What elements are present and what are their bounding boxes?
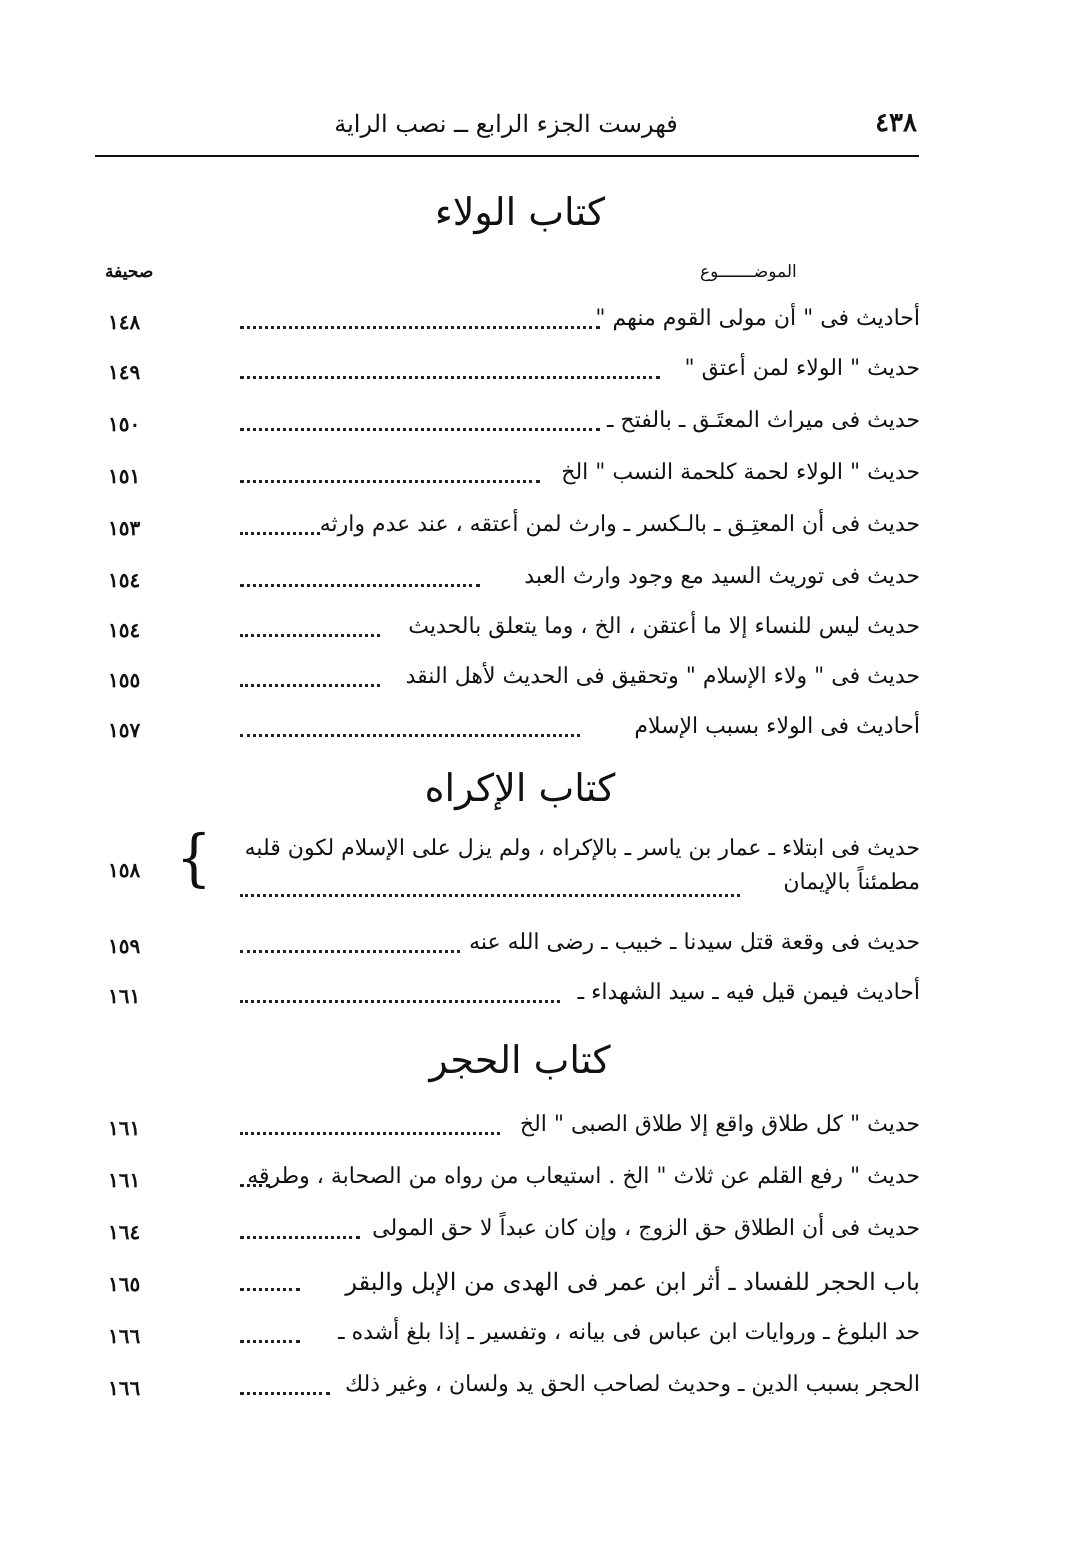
toc-entry <box>100 930 920 974</box>
entry-text: حديث ليس للنساء إلا ما أعتقن ، الخ ، وما يتعلق بالحديث <box>408 614 920 639</box>
entry-page: ١٥٤ <box>108 568 141 592</box>
dot-leader <box>240 376 660 379</box>
grouping-brace: { <box>176 822 212 895</box>
dot-leader <box>240 1392 330 1395</box>
topic-column-header: الموضـــــــوع <box>700 262 797 282</box>
dot-leader <box>240 1132 500 1135</box>
page-number: ٤٣٨ <box>875 108 917 138</box>
entry-text: حديث فى أن المعتِـق ـ بالـكسر ـ وارث لمن أعتقه ، عند عدم وارثه <box>319 512 920 537</box>
entry-page: ١٦١ <box>108 984 141 1008</box>
entry-text: حديث فى ميراث المعتَـق ـ بالفتح ـ <box>606 408 920 433</box>
entry-page: ١٤٩ <box>108 360 141 384</box>
entry-text: حديث " الولاء لحمة كلحمة النسب " الخ <box>561 460 920 485</box>
entry-text: حد البلوغ ـ وروايات ابن عباس فى بيانه ، وتفسير ـ إذا بلغ أشده ـ <box>338 1320 920 1345</box>
toc-entry <box>100 1216 920 1260</box>
toc-entry <box>100 1372 920 1416</box>
entry-text: حديث فى أن الطلاق حق الزوج ، وإن كان عبداً لا حق المولى <box>372 1216 920 1241</box>
entry-text: حديث " كل طلاق واقع إلا طلاق الصبى " الخ <box>519 1112 920 1137</box>
dot-leader <box>240 1000 560 1003</box>
entry-page: ١٦٤ <box>108 1220 141 1244</box>
toc-entry <box>100 356 920 400</box>
entry-text: حديث فى ابتلاء ـ عمار بن ياسر ـ بالإكراه ، ولم يزل على الإسلام لكون قلبه <box>244 836 920 861</box>
dot-leader <box>240 1340 300 1343</box>
entry-text-continuation: مطمئناً بالإيمان <box>783 870 920 895</box>
section-title: كتاب الإكراه <box>424 766 616 810</box>
dot-leader <box>240 634 380 637</box>
entry-page: ١٦١ <box>108 1168 141 1192</box>
toc-entry <box>100 460 920 504</box>
toc-entry <box>100 512 920 556</box>
toc-entry <box>100 1164 920 1208</box>
entry-text: أحاديث فى الولاء بسبب الإسلام <box>634 714 920 739</box>
toc-entry <box>100 664 920 708</box>
entry-text: أحاديث فى " أن مولى القوم منهم " <box>595 306 920 331</box>
entry-page: ١٥٥ <box>108 668 141 692</box>
toc-entry <box>100 1320 920 1364</box>
dot-leader <box>240 428 600 431</box>
dot-leader <box>240 1184 270 1187</box>
running-header <box>95 108 917 148</box>
toc-entry <box>100 564 920 608</box>
entry-text: حديث فى " ولاء الإسلام " وتحقيق فى الحديث لأهل النقد <box>405 664 920 689</box>
dot-leader <box>240 326 600 329</box>
dot-leader <box>240 684 380 687</box>
entry-text: حديث فى توريث السيد مع وجود وارث العبد <box>524 564 920 589</box>
entry-page: ١٥٨ <box>108 858 141 882</box>
entry-page: ١٥١ <box>108 464 141 488</box>
entry-page: ١٦١ <box>108 1116 141 1140</box>
header-title: فهرست الجزء الرابع ــ نصب الراية <box>334 110 678 138</box>
dot-leader <box>240 734 580 737</box>
dot-leader <box>240 894 740 897</box>
section-title: كتاب الحجر <box>429 1038 611 1082</box>
dot-leader <box>240 950 460 953</box>
dot-leader <box>240 1288 300 1291</box>
entry-page: ١٥٣ <box>108 516 141 540</box>
toc-entry <box>100 1268 920 1312</box>
entry-text: حديث " رفع القلم عن ثلاث " الخ . استيعاب من رواه من الصحابة ، وطرقه <box>247 1164 920 1189</box>
toc-entry <box>100 836 920 916</box>
entry-page: ١٥٤ <box>108 618 141 642</box>
entry-page: ١٤٨ <box>108 310 141 334</box>
entry-text: الحجر بسبب الدين ـ وحديث لصاحب الحق يد ولسان ، وغير ذلك <box>344 1372 920 1397</box>
entry-page: ١٥٧ <box>108 718 141 742</box>
dot-leader <box>240 532 320 535</box>
entry-text: حديث فى وقعة قتل سيدنا ـ خبيب ـ رضى الله عنه <box>469 930 920 955</box>
toc-entry <box>100 714 920 758</box>
header-rule <box>95 155 919 157</box>
dot-leader <box>240 1236 360 1239</box>
entry-text: باب الحجر للفساد ـ أثر ابن عمر فى الهدى من الإبل والبقر <box>345 1268 920 1296</box>
toc-entry <box>100 1112 920 1156</box>
entry-text: حديث " الولاء لمن أعتق " <box>684 356 920 381</box>
toc-entry <box>100 980 920 1024</box>
entry-page: ١٥٩ <box>108 934 141 958</box>
entry-page: ١٥٠ <box>108 412 141 436</box>
toc-entry <box>100 614 920 658</box>
entry-text: أحاديث فيمن قيل فيه ـ سيد الشهداء ـ <box>577 980 920 1005</box>
entry-page: ١٦٥ <box>108 1272 141 1296</box>
entry-page: ١٦٦ <box>108 1376 141 1400</box>
section-title: كتاب الولاء <box>434 190 606 234</box>
toc-entry <box>100 408 920 452</box>
toc-entry <box>100 306 920 350</box>
dot-leader <box>240 480 540 483</box>
entry-page: ١٦٦ <box>108 1324 141 1348</box>
dot-leader <box>240 584 480 587</box>
page-column-header: صحيفة <box>105 262 154 282</box>
